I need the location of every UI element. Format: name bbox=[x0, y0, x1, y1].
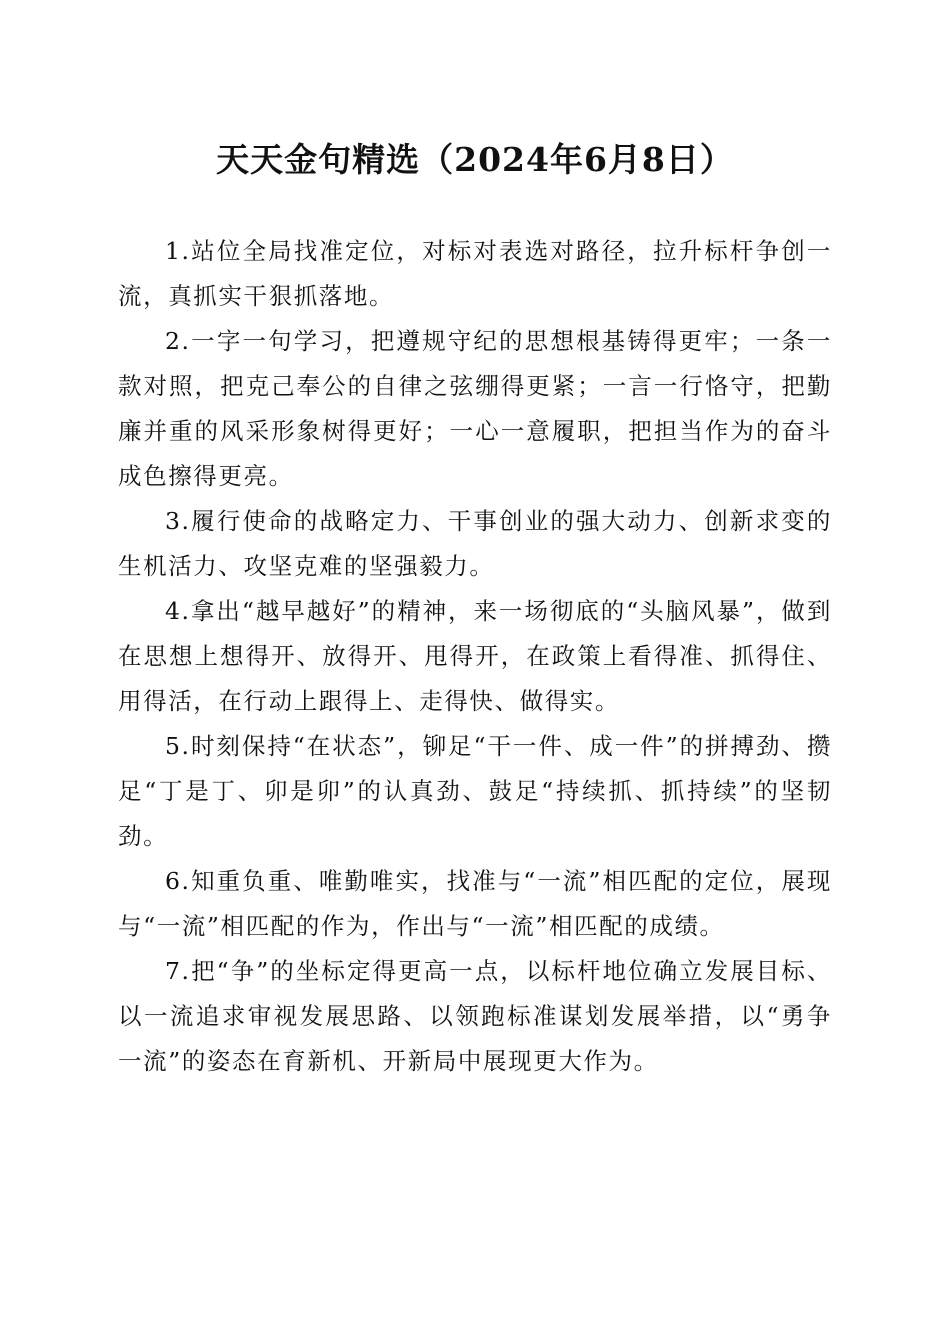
quote-paragraph-4: 4.拿出“越早越好”的精神，来一场彻底的“头脑风暴”，做到在思想上想得开、放得开、甩得开，在政策上看得准、抓得住、用得活，在行动上跟得上、走得快、做得实。 bbox=[118, 597, 832, 715]
quote-paragraph-6: 6.知重负重、唯勤唯实，找准与“一流”相匹配的定位，展现与“一流”相匹配的作为，作出与“一流”相匹配的成绩。 bbox=[118, 867, 832, 940]
document-title: 天天金句精选（2024年6月8日） bbox=[216, 140, 734, 179]
document-body bbox=[118, 229, 832, 1084]
quote-paragraph-3: 3.履行使命的战略定力、干事创业的强大动力、创新求变的生机活力、攻坚克难的坚强毅力。 bbox=[118, 507, 832, 580]
quote-paragraph-1: 1.站位全局找准定位，对标对表选对路径，拉升标杆争创一流，真抓实干狠抓落地。 bbox=[118, 237, 832, 310]
quote-paragraph-7: 7.把“争”的坐标定得更高一点，以标杆地位确立发展目标、以一流追求审视发展思路、以领跑标准谋划发展举措，以“勇争一流”的姿态在育新机、开新局中展现更大作为。 bbox=[118, 957, 832, 1075]
quote-paragraph-5: 5.时刻保持“在状态”，铆足“干一件、成一件”的拼搏劲、攒足“丁是丁、卯是卯”的认真劲、鼓足“持续抓、抓持续”的坚韧劲。 bbox=[118, 732, 832, 850]
quote-paragraph-2: 2.一字一句学习，把遵规守纪的思想根基铸得更牢；一条一款对照，把克己奉公的自律之弦绷得更紧；一言一行恪守，把勤廉并重的风采形象树得更好；一心一意履职，把担当作为的奋斗成色擦得更亮。 bbox=[118, 327, 832, 490]
